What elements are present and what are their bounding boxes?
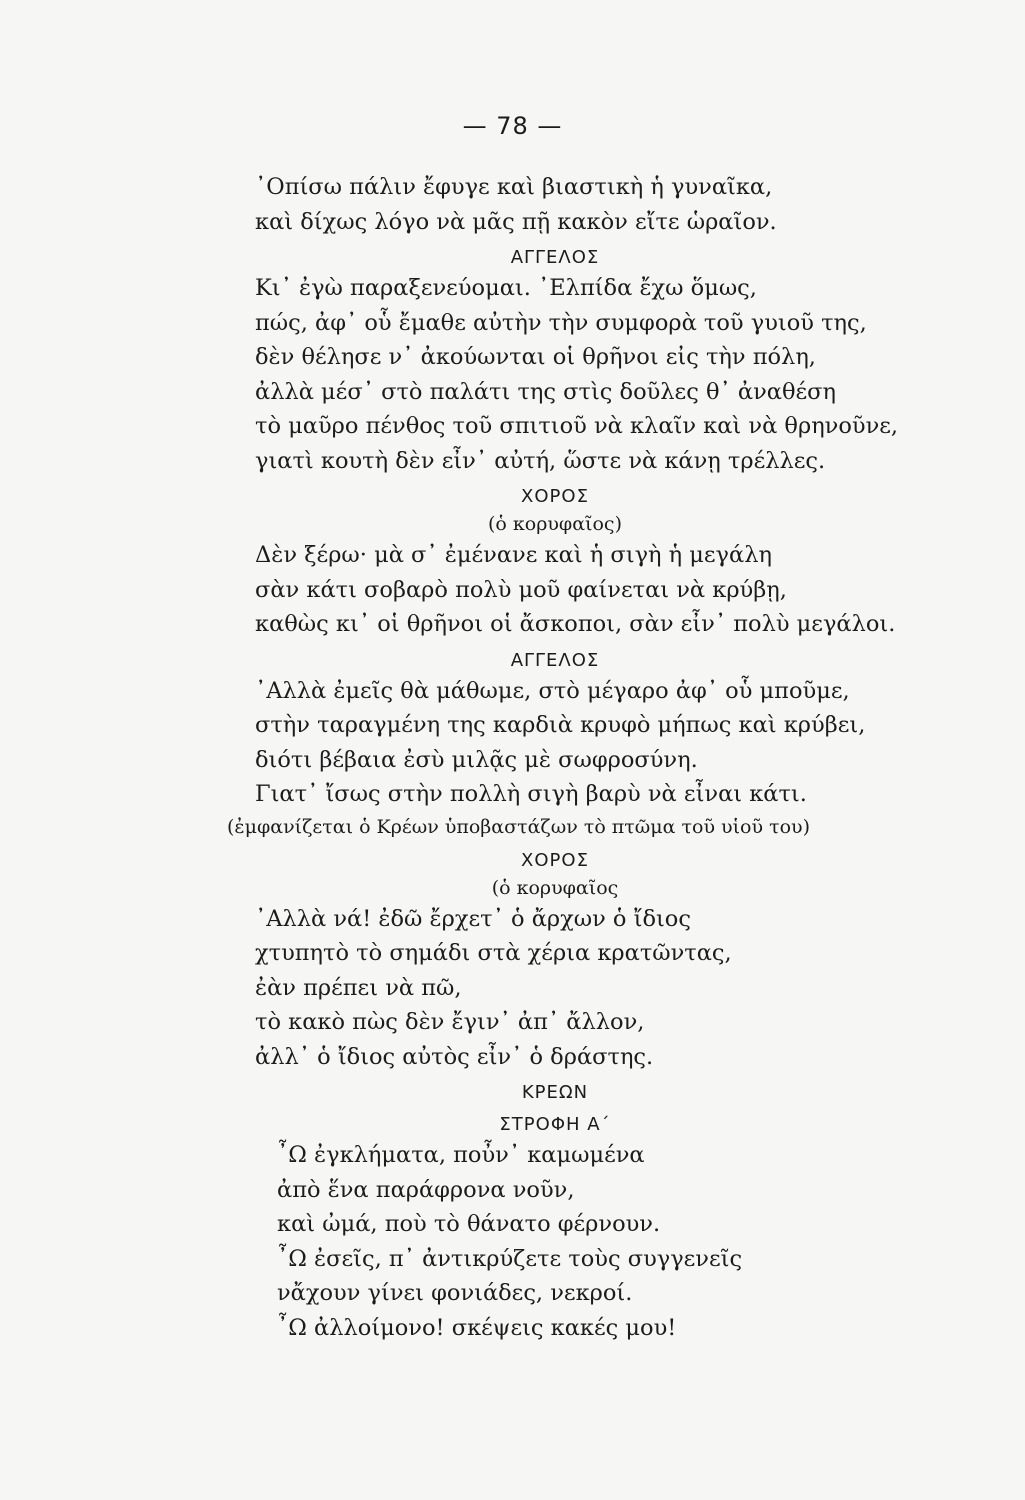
speaker-heading: ΧΟΡΟΣ <box>521 849 589 871</box>
strophe-line: ῏Ω ἐσεῖς, π᾿ ἀντικρύζετε τοὺς συγγενεῖς <box>277 1245 743 1272</box>
page-number: — 78 — <box>462 112 563 140</box>
speaker-heading: ΚΡΕΩΝ <box>521 1082 589 1103</box>
stage-direction: (ὁ κορυφαῖος) <box>487 513 622 535</box>
speaker-heading: ΑΓΓΕΛΟΣ <box>510 649 600 671</box>
verse-line: Δὲν ξέρω· μὰ σ᾿ ἐμένανε καὶ ἡ σιγὴ ἡ μεγάλη <box>255 542 772 568</box>
verse-line: ᾿Οπίσω πάλιν ἔφυγε καὶ βιαστικὴ ἡ γυναῖκα, <box>255 174 773 200</box>
verse-line: Γιατ᾿ ἴσως στὴν πολλὴ σιγὴ βαρὺ νὰ εἶναι κάτι. <box>255 781 807 807</box>
strophe-line: ῏Ω ἀλλοίμονο! σκέψεις κακές μου! <box>277 1314 677 1341</box>
verse-line: χτυπητὸ τὸ σημάδι στὰ χέρια κρατῶντας, <box>255 940 732 966</box>
verse-line: ᾿Αλλὰ ἐμεῖς θὰ μάθωμε, στὸ μέγαρο ἀφ᾿ οὗ μποῦμε, <box>255 677 850 704</box>
verse-line: ἀλλ᾿ ὁ ἴδιος αὐτὸς εἶν᾿ ὁ δράστης. <box>255 1043 654 1070</box>
stage-direction: (ἐμφανίζεται ὁ Κρέων ὑποβαστάζων τὸ πτῶμα τοῦ υἱοῦ του) <box>227 815 810 838</box>
strophe-line: νἄχουν γίνει φονιάδες, νεκροί. <box>277 1280 633 1306</box>
text-body <box>227 170 955 1345</box>
verse-line: Κι᾿ ἐγὼ παραξενεύομαι. ᾿Ελπίδα ἔχω ὅμως, <box>255 275 757 301</box>
verse-line: πώς, ἀφ᾿ οὗ ἔμαθε αὐτὴν τὴν συμφορὰ τοῦ γυιοῦ της, <box>255 309 867 336</box>
verse-line: διότι βέβαια ἐσὺ μιλᾷς μὲ σωφροσύνη. <box>255 746 698 773</box>
verse-line: δὲν θέλησε ν᾿ ἀκούωνται οἱ θρῆνοι εἰς τὴν πόλη, <box>255 344 816 370</box>
stage-direction: (ὁ κορυφαῖος <box>491 876 619 899</box>
speaker-heading: ΣΤΡΟΦΗ Α΄ <box>499 1114 611 1135</box>
strophe-line: καὶ ὠμά, ποὺ τὸ θάνατο φέρνουν. <box>277 1211 661 1237</box>
strophe-line: ἀπὸ ἕνα παράφρονα νοῦν, <box>277 1176 575 1203</box>
verse-line: καὶ δίχως λόγο νὰ μᾶς πῇ κακὸν εἴτε ὡραῖον. <box>255 208 777 235</box>
verse-line: τὸ μαῦρο πένθος τοῦ σπιτιοῦ νὰ κλαῖν καὶ νὰ θρηνοῦνε, <box>255 413 899 439</box>
speaker-heading: ΑΓΓΕΛΟΣ <box>510 247 600 268</box>
verse-line: τὸ κακὸ πὼς δὲν ἔγιν᾿ ἀπ᾿ ἄλλον, <box>255 1009 645 1035</box>
verse-line: ᾿Αλλὰ νά! ἐδῶ ἔρχετ᾿ ὁ ἄρχων ὁ ἴδιος <box>255 905 691 932</box>
strophe-line: ῏Ω ἐγκλήματα, ποὖν᾿ καμωμένα <box>277 1142 645 1168</box>
verse-line: γιατὶ κουτὴ δὲν εἶν᾿ αὐτή, ὥστε νὰ κάνῃ τρέλλες. <box>255 447 826 474</box>
verse-line: ἐὰν πρέπει νὰ πῶ, <box>255 974 462 1001</box>
verse-line: ἀλλὰ μέσ᾿ στὸ παλάτι της στὶς δοῦλες θ᾿ ἀναθέση <box>255 378 837 405</box>
verse-line: καθὼς κι᾿ οἱ θρῆνοι οἱ ἄσκοποι, σὰν εἶν᾿ πολὺ μεγάλοι. <box>255 611 896 637</box>
verse-line: στὴν ταραγμένη της καρδιὰ κρυφὸ μήπως καὶ κρύβει, <box>255 712 866 738</box>
verse-line: σὰν κάτι σοβαρὸ πολὺ μοῦ φαίνεται νὰ κρύβῃ, <box>255 576 787 603</box>
speaker-heading: ΧΟΡΟΣ <box>521 486 589 507</box>
